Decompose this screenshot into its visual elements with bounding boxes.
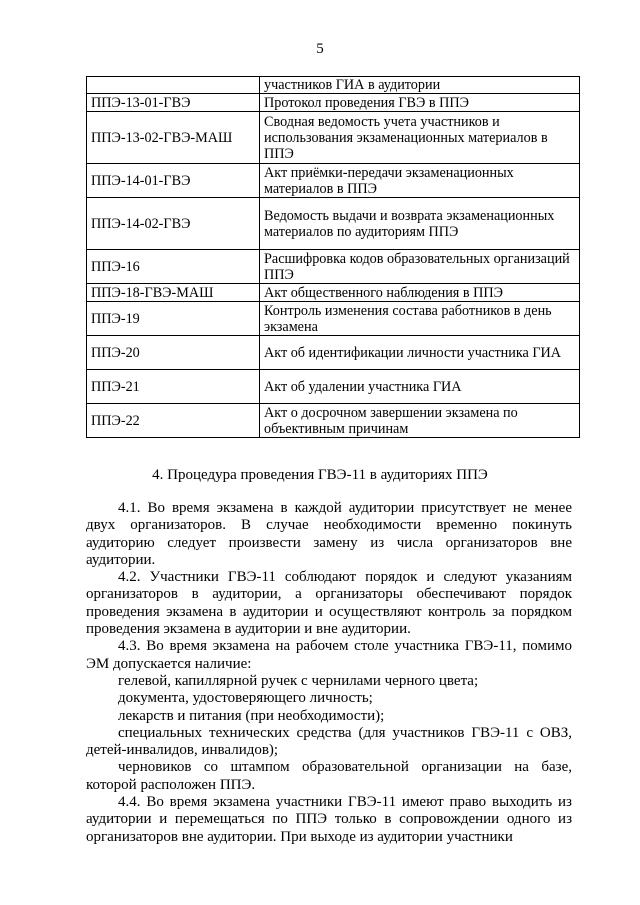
form-code-cell: ППЭ-21 [87, 370, 260, 404]
paragraph: специальных технических средства (для участников ГВЭ-11 с ОВЗ, детей-инвалидов, инвалидов); [86, 724, 572, 759]
forms-table-body [87, 77, 580, 438]
paragraph: черновиков со штампом образовательной организации на базе, которой расположен ППЭ. [86, 759, 572, 793]
page-number: 5 [316, 41, 324, 57]
form-code-cell: ППЭ-14-01-ГВЭ [87, 164, 260, 198]
table-row [87, 370, 580, 404]
table-row [87, 94, 580, 112]
table-row [87, 302, 580, 336]
form-description-cell: Контроль изменения состава работников в день экзамена [260, 302, 580, 336]
form-description-cell: Акт об удалении участника ГИА [260, 370, 580, 404]
form-code-cell: ППЭ-18-ГВЭ-МАШ [87, 284, 260, 302]
table-row [87, 198, 580, 250]
form-description-cell: Акт общественного наблюдения в ППЭ [260, 284, 580, 302]
form-description-cell: участников ГИА в аудитории [260, 77, 580, 94]
table-row [87, 284, 580, 302]
table-row [87, 336, 580, 370]
form-description-cell: Акт о досрочном завершении экзамена по объективным причинам [260, 404, 580, 438]
paragraph: 4.4. Во время экзамена участники ГВЭ-11 имеют право выходить из аудитории и перемещаться по ППЭ только в сопровождении одного из организаторов вне аудитории. При выходе из аудитории участники [86, 794, 572, 845]
paragraph: лекарств и питания (при необходимости); [118, 707, 385, 724]
section-title: 4. Процедура проведения ГВЭ-11 в аудиториях ППЭ [152, 467, 488, 483]
form-code-cell: ППЭ-14-02-ГВЭ [87, 198, 260, 250]
form-code-cell: ППЭ-20 [87, 336, 260, 370]
paragraph: 4.2. Участники ГВЭ-11 соблюдают порядок и следуют указаниям организаторов в аудитории, а организаторы обеспечивают порядок проведения экзамена в аудитории и осуществляют контроль за порядком проведения экзамена в аудитории и вне аудитории. [86, 569, 572, 638]
form-code-cell: ППЭ-19 [87, 302, 260, 336]
forms-table [86, 76, 580, 438]
form-code-cell: ППЭ-16 [87, 250, 260, 284]
form-code-cell: ППЭ-13-02-ГВЭ-МАШ [87, 112, 260, 164]
paragraph: документа, удостоверяющего личность; [118, 690, 373, 707]
form-description-cell: Акт приёмки-передачи экзаменационных материалов в ППЭ [260, 164, 580, 198]
paragraph: 4.3. Во время экзамена на рабочем столе участника ГВЭ-11, помимо ЭМ допускается наличие: [86, 638, 572, 672]
form-code-cell [87, 77, 260, 94]
form-code-cell: ППЭ-22 [87, 404, 260, 438]
paragraph: 4.1. Во время экзамена в каждой аудитории присутствует не менее двух организаторов. В случае необходимости временно покинуть аудиторию следует произвести замену из числа организаторов вне аудитории. [86, 500, 572, 568]
table-row [87, 250, 580, 284]
form-description-cell: Расшифровка кодов образовательных организаций ППЭ [260, 250, 580, 284]
table-row [87, 112, 580, 164]
form-description-cell: Сводная ведомость учета участников и использования экзаменационных материалов в ППЭ [260, 112, 580, 164]
table-row [87, 404, 580, 438]
body-text [86, 500, 572, 846]
form-description-cell: Акт об идентификации личности участника ГИА [260, 336, 580, 370]
form-description-cell: Протокол проведения ГВЭ в ППЭ [260, 94, 580, 112]
table-row [87, 77, 580, 94]
form-code-cell: ППЭ-13-01-ГВЭ [87, 94, 260, 112]
paragraph: гелевой, капиллярной ручек с чернилами черного цвета; [118, 672, 479, 689]
table-row [87, 164, 580, 198]
form-description-cell: Ведомость выдачи и возврата экзаменационных материалов по аудиториям ППЭ [260, 198, 580, 250]
